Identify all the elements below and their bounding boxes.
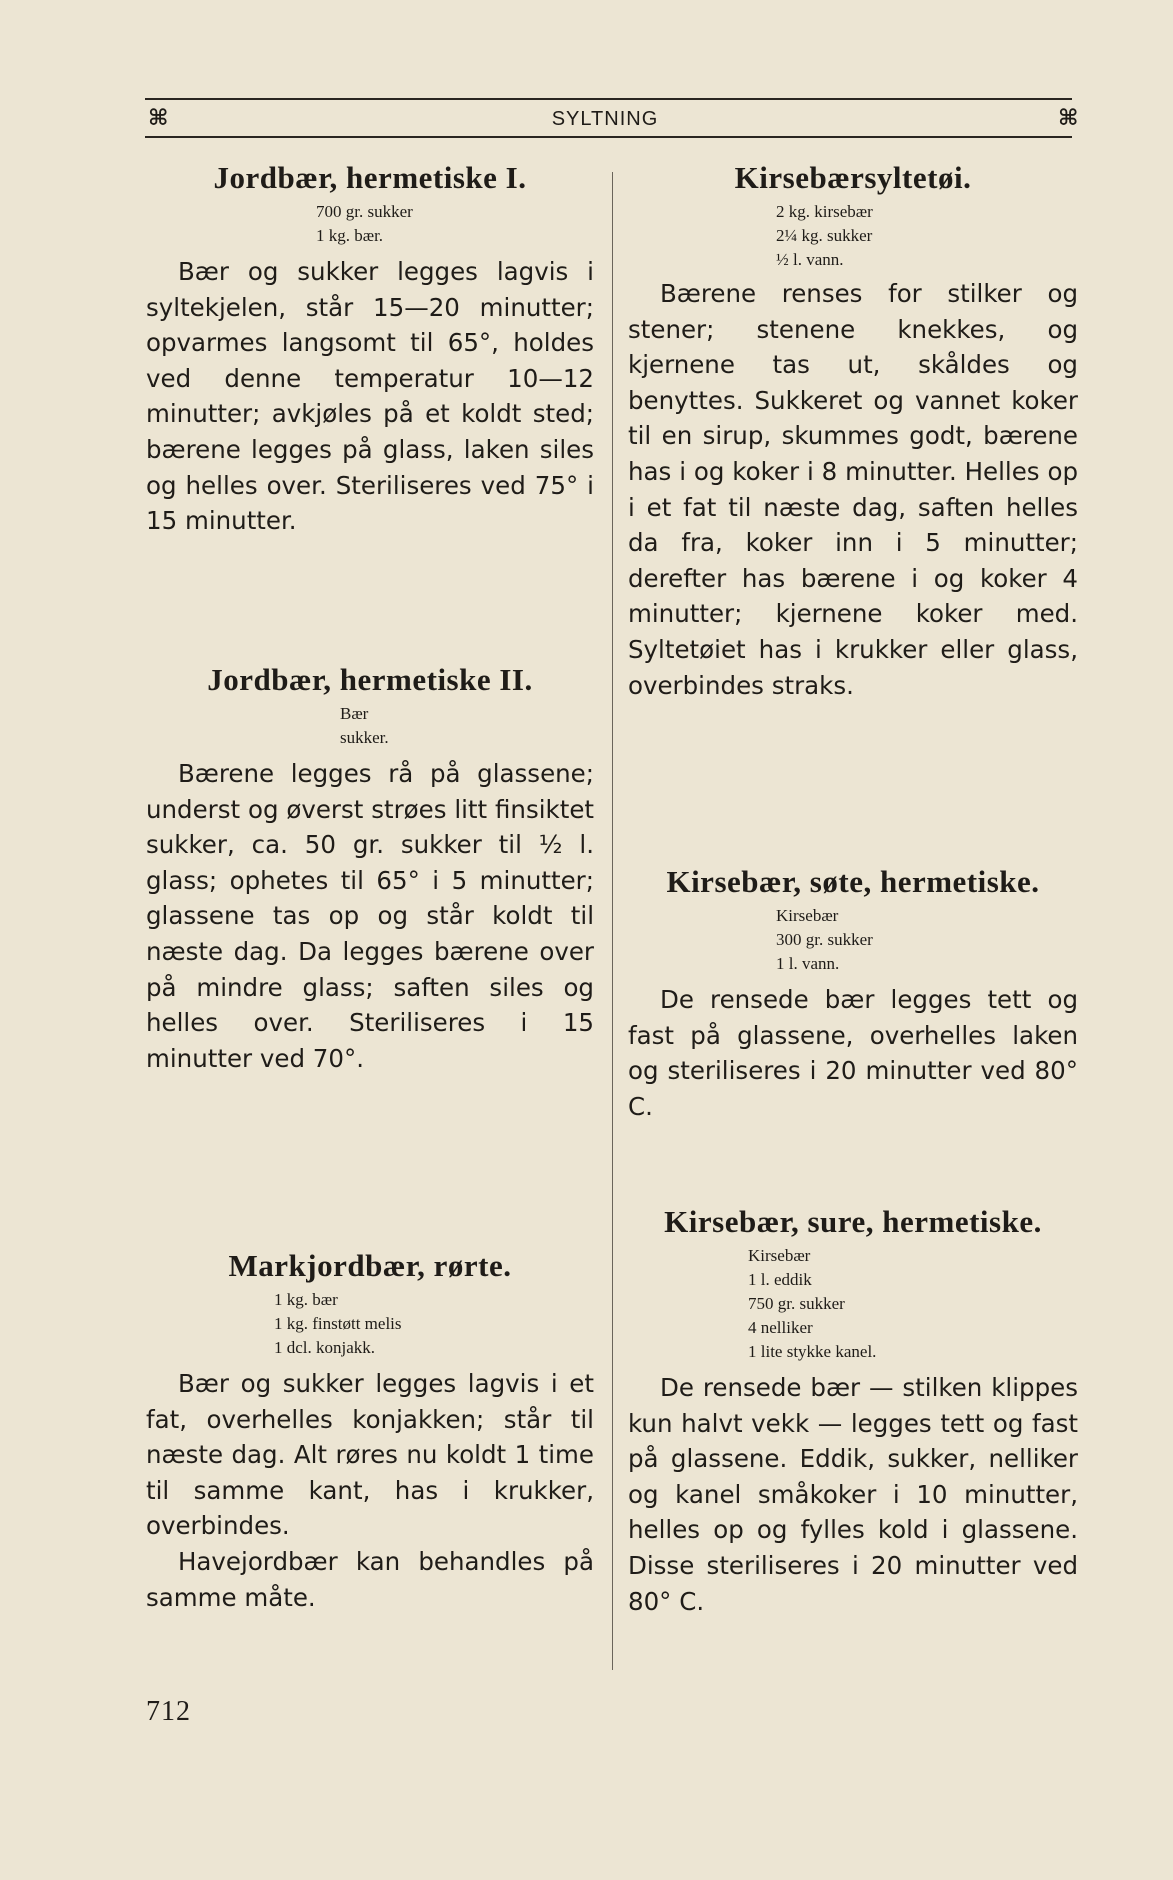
ingredient-line: ½ l. vann. xyxy=(776,250,844,269)
recipe-instructions: De rensede bær legges tett og fast på glassene, overhelles laken og steriliseres i 20 minutter ved 80° C. xyxy=(628,985,1078,1121)
recipe-kirsebaersyltetoi xyxy=(628,160,1078,703)
ingredient-line: 1 kg. bær xyxy=(274,1290,338,1309)
recipe-title: Markjordbær, rørte. xyxy=(228,1248,512,1283)
header-rule-top xyxy=(145,98,1072,100)
ingredient-line: Kirsebær xyxy=(776,906,839,925)
ingredient-line: 2¼ kg. sukker xyxy=(776,226,873,245)
recipe-instructions: Bærene legges rå på glassene; underst og øverst strøes litt finsiktet sukker, ca. 50 gr. sukker til ½ l. glass; ophetes til 65° i 5 minutter; glassene tas op og står koldt til næste dag. Da legges bærene over på mindre glass; saften siles og helles over. Steriliseres i 15 minutter ved 70°. xyxy=(146,759,594,1073)
recipe-title: Jordbær, hermetiske II. xyxy=(207,662,533,697)
ingredient-line: 1 kg. bær. xyxy=(316,226,384,245)
recipe-title: Jordbær, hermetiske I. xyxy=(213,160,527,195)
ingredient-line: 1 kg. finstøtt melis xyxy=(274,1314,402,1333)
recipe-instructions: Bær og sukker legges lagvis i syltekjelen, står 15—20 minutter; opvarmes langsomt til 65°, holdes ved denne temperatur 10—12 minutter; avkjøles på et koldt sted; bærene legges på glass, laken siles og helles over. Steriliseres ved 75° i 15 minutter. xyxy=(146,257,594,536)
ingredient-line: 2 kg. kirsebær xyxy=(776,202,873,221)
header-ornament-right: ⌘ xyxy=(1058,105,1079,131)
recipe-instructions: Bærene renses for stilker og stener; stenene knekkes, og kjernene tas ut, skåldes og benyttes. Sukkeret og vannet koker til en sirup, skummes godt, bærene has i og koker i 8 minutter. Helles op i et fat til næste dag, saften helles da fra, koker inn i 5 minutter; derefter has bærene i og koker 4 minutter; kjernene koker med. Syltetøiet has i krukker eller glass, overbindes straks. xyxy=(628,279,1078,700)
ingredient-line: Bær xyxy=(340,704,369,723)
recipe-markjordbaer-rorte xyxy=(146,1248,594,1615)
ingredient-list xyxy=(316,200,594,248)
header-rule-bottom xyxy=(145,136,1072,138)
recipe-kirsebaer-sure-hermetiske xyxy=(628,1204,1078,1619)
ingredient-line: Kirsebær xyxy=(748,1246,811,1265)
recipe-kirsebaer-sote-hermetiske xyxy=(628,864,1078,1124)
ingredient-list xyxy=(340,702,594,750)
ingredient-line: 1 l. eddik xyxy=(748,1270,812,1289)
ingredient-line: 1 dcl. konjakk. xyxy=(274,1338,376,1357)
ingredient-list xyxy=(748,1244,1078,1364)
ingredient-list xyxy=(776,200,1078,272)
ingredient-line: 1 l. vann. xyxy=(776,954,840,973)
ingredient-line: sukker. xyxy=(340,728,389,747)
recipe-note: Havejordbær kan behandles på samme måte. xyxy=(146,1546,594,1612)
recipe-instructions: De rensede bær — stilken klippes kun halvt vekk — legges tett og fast på glassene. Eddik, sukker, nelliker og kanel småkoker i 10 minutter, helles op og fylles kold i glassene. Disse steriliseres i 20 minutter ved 80° C. xyxy=(628,1373,1078,1616)
running-header: SYLTNING xyxy=(551,108,659,130)
page-number: 712 xyxy=(146,1696,191,1727)
column-divider xyxy=(612,172,613,1670)
recipe-instructions: Bær og sukker legges lagvis i et fat, overhelles konjakken; står til næste dag. Alt røres nu koldt 1 time til samme kant, has i krukker, overbindes. xyxy=(146,1369,594,1541)
ingredient-list xyxy=(776,904,1078,976)
ingredient-line: 750 gr. sukker xyxy=(748,1294,845,1313)
ingredient-line: 300 gr. sukker xyxy=(776,930,873,949)
recipe-title: Kirsebærsyltetøi. xyxy=(734,160,972,195)
recipe-title: Kirsebær, søte, hermetiske. xyxy=(666,864,1040,899)
ingredient-line: 700 gr. sukker xyxy=(316,202,413,221)
ingredient-list xyxy=(274,1288,594,1360)
recipe-jordbaer-hermetiske-1 xyxy=(146,160,594,539)
recipe-title: Kirsebær, sure, hermetiske. xyxy=(664,1204,1042,1239)
ingredient-line: 1 lite stykke kanel. xyxy=(748,1342,877,1361)
recipe-jordbaer-hermetiske-2 xyxy=(146,662,594,1076)
ingredient-line: 4 nelliker xyxy=(748,1318,813,1337)
header-ornament-left: ⌘ xyxy=(148,105,169,131)
